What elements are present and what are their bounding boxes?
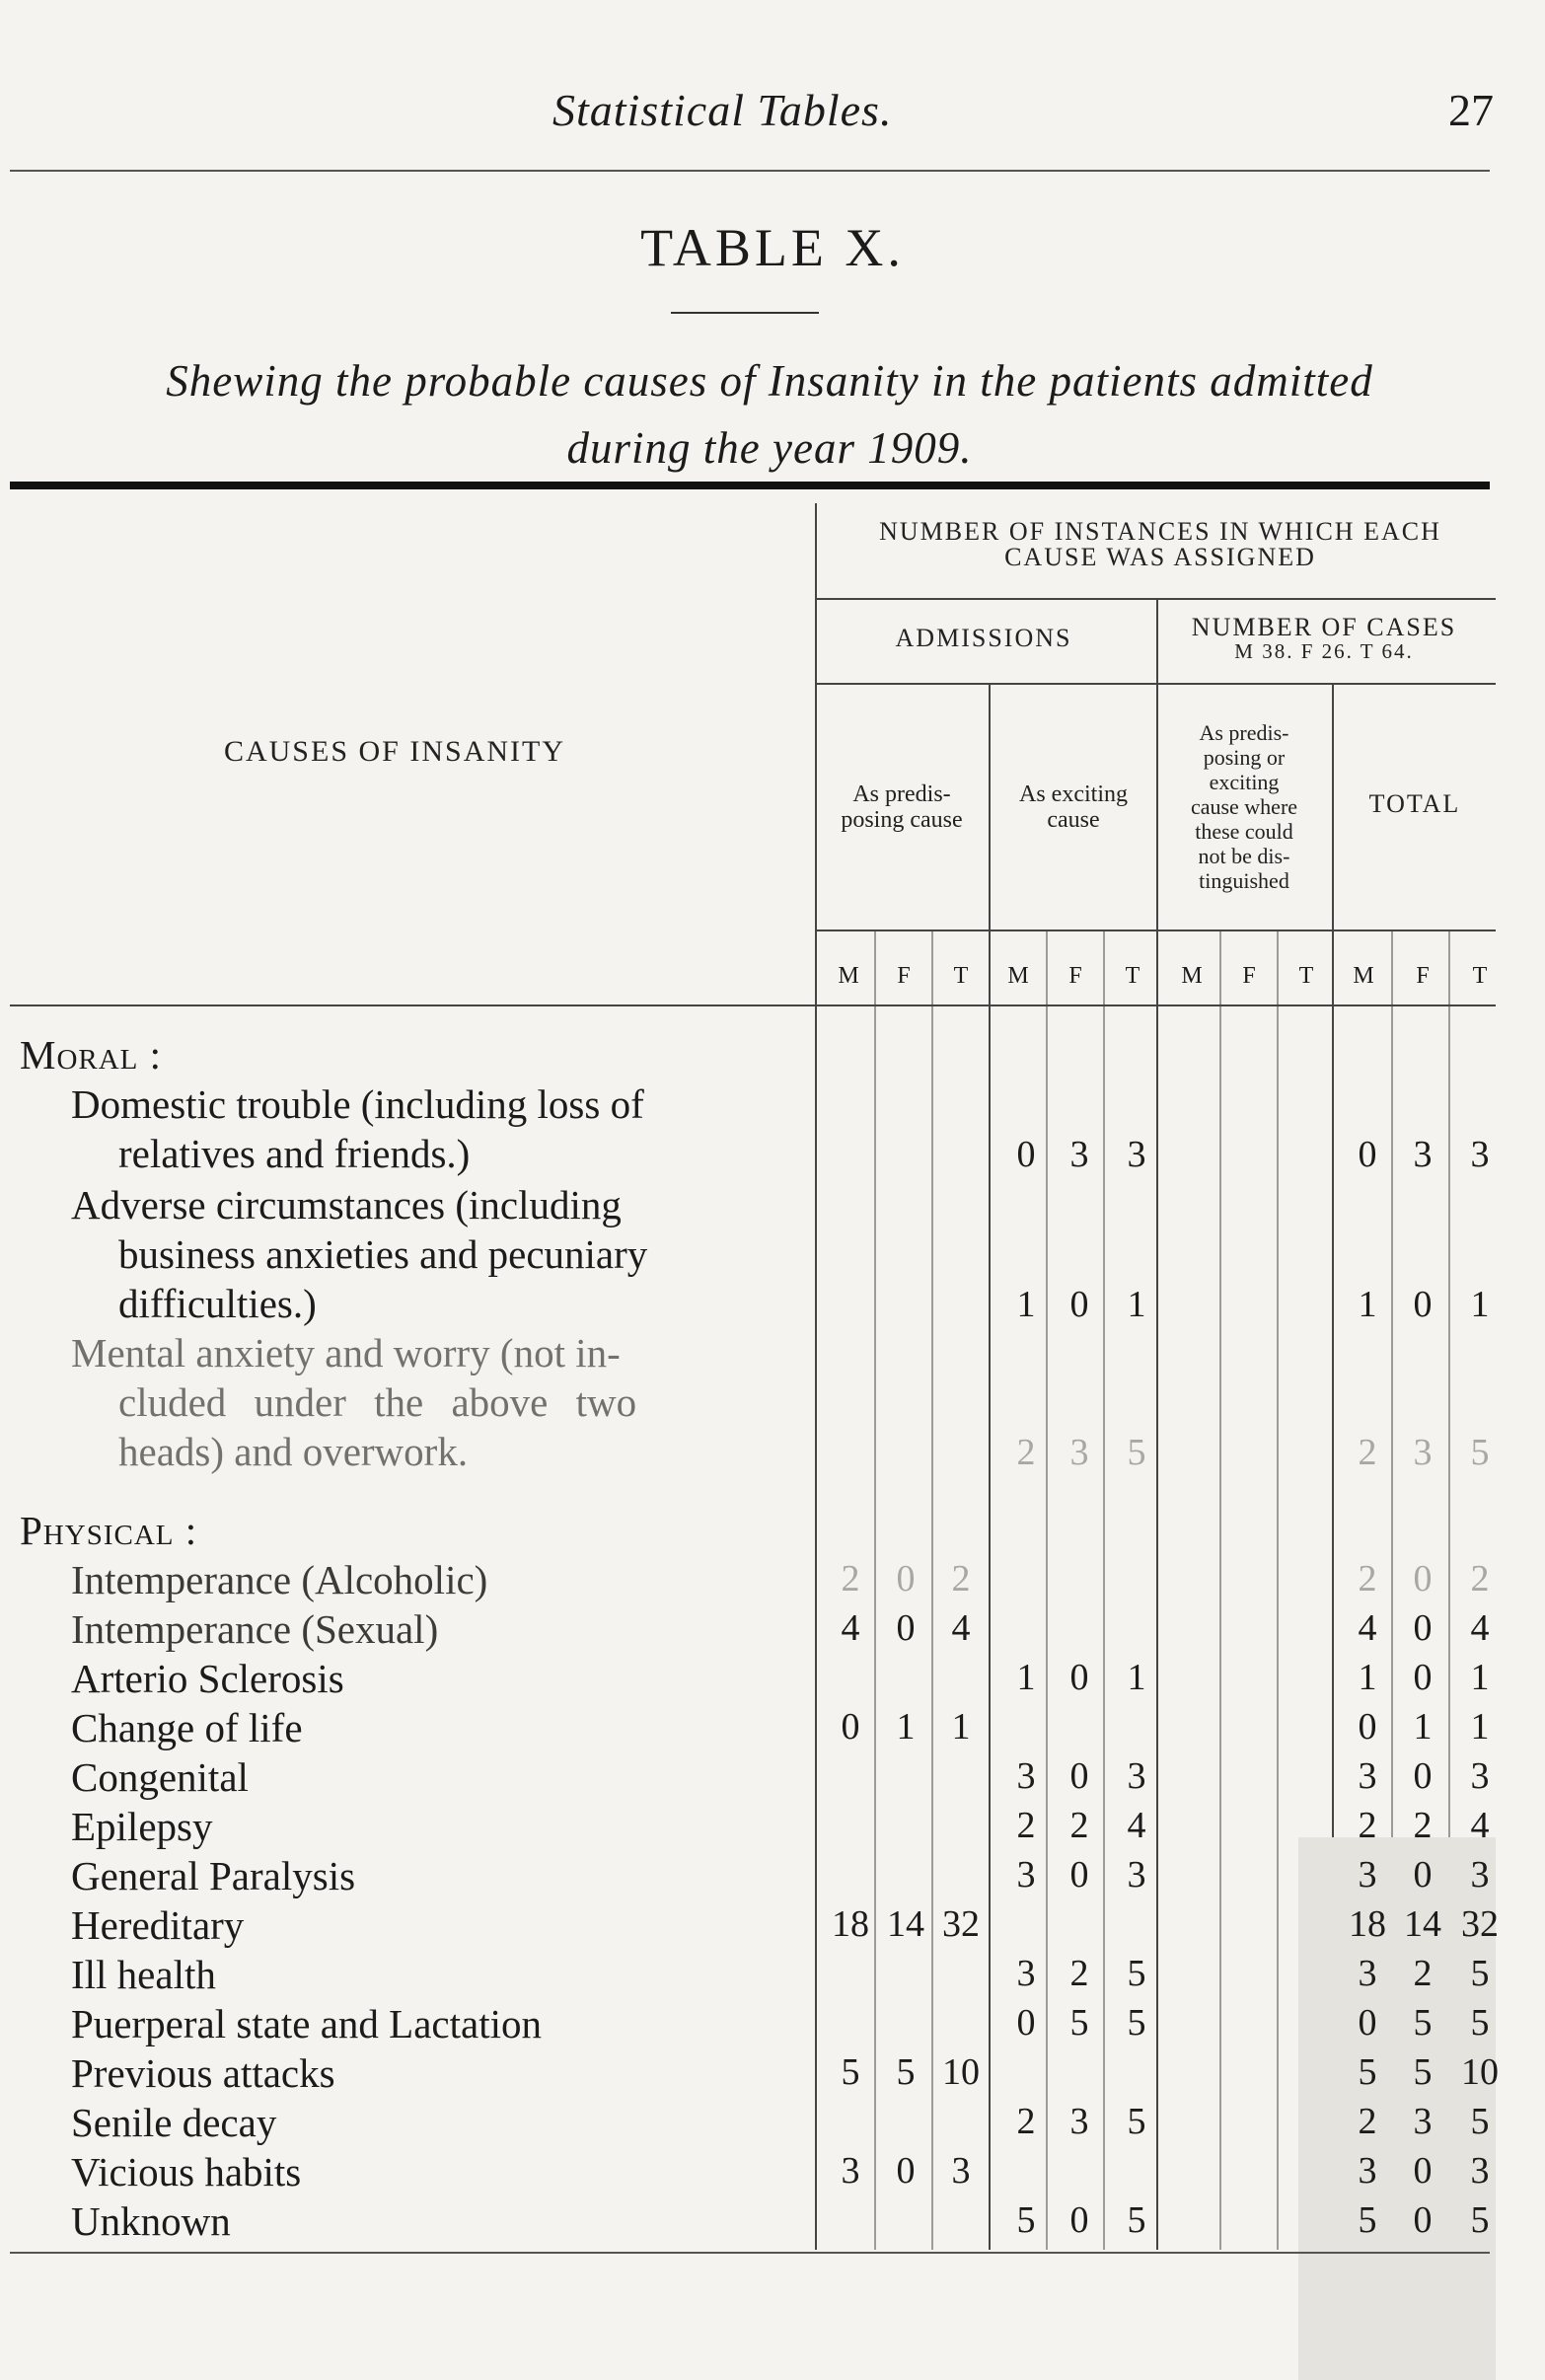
cause-label: Unknown bbox=[71, 2198, 231, 2244]
column-header-causes: CAUSES OF INSANITY bbox=[223, 735, 566, 768]
predisposing-t: 10 bbox=[942, 2051, 980, 2093]
subheader-total: TOTAL bbox=[1368, 789, 1461, 818]
total-m: 5 bbox=[1358, 2199, 1377, 2241]
mft-label: M bbox=[1181, 963, 1203, 989]
predisposing-t: 2 bbox=[951, 1558, 971, 1599]
predisposing-m: 5 bbox=[841, 2051, 860, 2093]
cause-label: Vicious habits bbox=[71, 2149, 302, 2194]
predisposing-f: 14 bbox=[887, 1903, 924, 1945]
exciting-m: 5 bbox=[1016, 2199, 1036, 2241]
predisposing-m: 3 bbox=[841, 2150, 860, 2192]
subheader-exciting bbox=[991, 781, 1156, 833]
total-m: 18 bbox=[1349, 1903, 1386, 1945]
total-t: 3 bbox=[1470, 2150, 1490, 2192]
exciting-m: 3 bbox=[1016, 1854, 1036, 1896]
cause-label: Ill health bbox=[71, 1952, 216, 1997]
sub-either-line-2: posing or bbox=[1203, 745, 1286, 770]
exciting-t: 1 bbox=[1127, 1657, 1146, 1698]
cause-label-line: relatives and friends.) bbox=[118, 1131, 471, 1176]
total-t: 10 bbox=[1461, 2051, 1499, 2093]
exciting-t: 3 bbox=[1127, 1854, 1146, 1896]
total-t: 5 bbox=[1470, 2002, 1490, 2044]
exciting-f: 2 bbox=[1069, 1805, 1089, 1846]
subheader-either bbox=[1156, 720, 1332, 893]
total-t: 4 bbox=[1470, 1805, 1490, 1846]
total-f: 0 bbox=[1413, 2199, 1433, 2241]
instances-line-2: CAUSE WAS ASSIGNED bbox=[1004, 543, 1316, 571]
running-head bbox=[0, 84, 1545, 143]
total-f: 5 bbox=[1413, 2051, 1433, 2093]
mft-label: F bbox=[1068, 963, 1082, 989]
cause-label: Senile decay bbox=[71, 2100, 277, 2145]
total-t: 32 bbox=[1461, 1903, 1499, 1945]
subheader-predisposing bbox=[815, 781, 989, 833]
total-m: 4 bbox=[1358, 1607, 1377, 1649]
sub-either-line-4: cause where bbox=[1190, 794, 1298, 819]
header-rule bbox=[815, 930, 1496, 931]
header-rule bbox=[815, 598, 1496, 600]
predisposing-m: 18 bbox=[832, 1903, 869, 1945]
mft-label: M bbox=[1007, 963, 1029, 989]
exciting-m: 0 bbox=[1016, 1134, 1036, 1175]
total-t: 3 bbox=[1470, 1755, 1490, 1797]
total-f: 0 bbox=[1413, 2150, 1433, 2192]
exciting-f: 3 bbox=[1069, 2101, 1089, 2142]
mft-label: F bbox=[897, 963, 911, 989]
predisposing-f: 5 bbox=[896, 2051, 916, 2093]
predisposing-f: 0 bbox=[896, 1558, 916, 1599]
cause-label: Hereditary bbox=[71, 1902, 245, 1948]
exciting-m: 0 bbox=[1016, 2002, 1036, 2044]
predisposing-m: 0 bbox=[841, 1706, 860, 1748]
cause-label: Puerperal state and Lactation bbox=[71, 2001, 542, 2046]
total-t: 3 bbox=[1470, 1134, 1490, 1175]
total-t: 4 bbox=[1470, 1607, 1490, 1649]
exciting-t: 5 bbox=[1127, 2101, 1146, 2142]
exciting-t: 3 bbox=[1127, 1755, 1146, 1797]
exciting-f: 2 bbox=[1069, 1953, 1089, 1994]
table-title: TABLE X. bbox=[640, 218, 905, 277]
cause-label-line: difficulties.) bbox=[118, 1281, 317, 1326]
total-f: 0 bbox=[1413, 1657, 1433, 1698]
predisposing-t: 4 bbox=[951, 1607, 971, 1649]
cause-label: Intemperance (Sexual) bbox=[71, 1606, 439, 1652]
column-rule bbox=[1219, 930, 1221, 2250]
cause-label: General Paralysis bbox=[71, 1853, 356, 1898]
total-t: 1 bbox=[1470, 1657, 1490, 1698]
cause-label-line: Domestic trouble (including loss of bbox=[71, 1081, 644, 1127]
total-t: 5 bbox=[1470, 2199, 1490, 2241]
cause-label-line: business anxieties and pecuniary bbox=[118, 1231, 648, 1277]
predisposing-t: 1 bbox=[951, 1706, 971, 1748]
total-f: 14 bbox=[1404, 1903, 1441, 1945]
total-t: 1 bbox=[1470, 1706, 1490, 1748]
total-t: 1 bbox=[1470, 1284, 1490, 1325]
cases-line-1: NUMBER OF CASES bbox=[1191, 613, 1457, 641]
exciting-f: 0 bbox=[1069, 1657, 1089, 1698]
exciting-f: 5 bbox=[1069, 2002, 1089, 2044]
exciting-t: 5 bbox=[1127, 1432, 1146, 1473]
total-f: 0 bbox=[1413, 1854, 1433, 1896]
header-rule bbox=[815, 683, 1496, 685]
total-f: 0 bbox=[1413, 1558, 1433, 1599]
cause-label: Previous attacks bbox=[71, 2050, 335, 2096]
section-heading-physical: Physical : bbox=[20, 1508, 198, 1553]
exciting-t: 3 bbox=[1127, 1134, 1146, 1175]
cause-label-line: Adverse circumstances (including bbox=[71, 1182, 622, 1227]
title-rule bbox=[671, 312, 819, 314]
column-rule bbox=[989, 683, 991, 2250]
cause-label: Arterio Sclerosis bbox=[71, 1656, 344, 1701]
total-m: 0 bbox=[1358, 2002, 1377, 2044]
table-top-rule bbox=[10, 482, 1490, 489]
exciting-m: 2 bbox=[1016, 1432, 1036, 1473]
predisposing-f: 0 bbox=[896, 2150, 916, 2192]
exciting-f: 3 bbox=[1069, 1432, 1089, 1473]
sub-pred-line-1: As predis- bbox=[852, 781, 951, 807]
cause-label-line: Mental anxiety and worry (not in- bbox=[71, 1330, 621, 1376]
total-f: 0 bbox=[1413, 1284, 1433, 1325]
page-number: 27 bbox=[1448, 85, 1494, 135]
section-heading-moral: Moral : bbox=[20, 1032, 163, 1078]
total-f: 5 bbox=[1413, 2002, 1433, 2044]
sub-exc-line-1: As exciting bbox=[1019, 781, 1128, 807]
head-rule bbox=[10, 170, 1490, 172]
total-m: 0 bbox=[1358, 1134, 1377, 1175]
column-header-cases bbox=[1156, 613, 1492, 663]
column-rule bbox=[1103, 930, 1105, 2250]
mft-label: T bbox=[1298, 963, 1314, 989]
total-f: 2 bbox=[1413, 1805, 1433, 1846]
cause-label-line: cluded under the above two bbox=[118, 1379, 637, 1425]
total-f: 3 bbox=[1413, 1432, 1433, 1473]
total-t: 5 bbox=[1470, 2101, 1490, 2142]
sub-either-line-1: As predis- bbox=[1199, 720, 1289, 745]
exciting-m: 1 bbox=[1016, 1657, 1036, 1698]
cause-label: Congenital bbox=[71, 1754, 249, 1800]
mft-label: F bbox=[1242, 963, 1256, 989]
mft-label: M bbox=[1353, 963, 1374, 989]
sub-exc-line-2: cause bbox=[1047, 807, 1100, 833]
exciting-f: 0 bbox=[1069, 1755, 1089, 1797]
column-header-admissions: ADMISSIONS bbox=[895, 624, 1072, 652]
total-t: 2 bbox=[1470, 1558, 1490, 1599]
total-f: 0 bbox=[1413, 1607, 1433, 1649]
subtitle-line-2: during the year 1909. bbox=[566, 423, 973, 473]
total-t: 5 bbox=[1470, 1432, 1490, 1473]
exciting-t: 5 bbox=[1127, 2002, 1146, 2044]
total-m: 2 bbox=[1358, 1432, 1377, 1473]
total-m: 1 bbox=[1358, 1284, 1377, 1325]
sub-either-line-3: exciting bbox=[1209, 770, 1280, 794]
total-m: 3 bbox=[1358, 1755, 1377, 1797]
total-m: 3 bbox=[1358, 1854, 1377, 1896]
total-f: 3 bbox=[1413, 1134, 1433, 1175]
table-subtitle bbox=[39, 347, 1500, 482]
total-m: 0 bbox=[1358, 1706, 1377, 1748]
total-f: 3 bbox=[1413, 2101, 1433, 2142]
running-title: Statistical Tables. bbox=[552, 85, 893, 135]
mft-label: T bbox=[1472, 963, 1488, 989]
exciting-m: 1 bbox=[1016, 1284, 1036, 1325]
total-m: 1 bbox=[1358, 1657, 1377, 1698]
column-rule bbox=[1046, 930, 1048, 2250]
exciting-t: 5 bbox=[1127, 1953, 1146, 1994]
total-m: 3 bbox=[1358, 2150, 1377, 2192]
exciting-f: 0 bbox=[1069, 2199, 1089, 2241]
exciting-m: 2 bbox=[1016, 2101, 1036, 2142]
exciting-f: 0 bbox=[1069, 1854, 1089, 1896]
predisposing-m: 4 bbox=[841, 1607, 860, 1649]
total-f: 2 bbox=[1413, 1953, 1433, 1994]
column-rule bbox=[1277, 930, 1279, 2250]
table-bottom-rule bbox=[10, 2252, 1490, 2254]
mft-label: F bbox=[1416, 963, 1430, 989]
sub-either-line-5: these could bbox=[1195, 819, 1293, 844]
total-m: 2 bbox=[1358, 1558, 1377, 1599]
predisposing-t: 3 bbox=[951, 2150, 971, 2192]
exciting-t: 1 bbox=[1127, 1284, 1146, 1325]
column-rule bbox=[815, 503, 817, 2250]
cause-label: Epilepsy bbox=[71, 1804, 213, 1849]
cases-line-2: M 38. F 26. T 64. bbox=[1234, 639, 1414, 663]
column-header-instances bbox=[815, 519, 1506, 570]
total-t: 5 bbox=[1470, 1953, 1490, 1994]
exciting-f: 0 bbox=[1069, 1284, 1089, 1325]
exciting-t: 4 bbox=[1127, 1805, 1146, 1846]
exciting-f: 3 bbox=[1069, 1134, 1089, 1175]
predisposing-f: 0 bbox=[896, 1607, 916, 1649]
exciting-m: 3 bbox=[1016, 1953, 1036, 1994]
predisposing-t: 32 bbox=[942, 1903, 980, 1945]
sub-either-line-6: not be dis- bbox=[1198, 844, 1290, 868]
cause-label-line: heads) and overwork. bbox=[118, 1429, 469, 1474]
cause-label: Change of life bbox=[71, 1705, 303, 1750]
exciting-m: 3 bbox=[1016, 1755, 1036, 1797]
total-t: 3 bbox=[1470, 1854, 1490, 1896]
total-f: 1 bbox=[1413, 1706, 1433, 1748]
total-m: 2 bbox=[1358, 1805, 1377, 1846]
mft-label: M bbox=[838, 963, 859, 989]
total-m: 2 bbox=[1358, 2101, 1377, 2142]
total-m: 5 bbox=[1358, 2051, 1377, 2093]
total-f: 0 bbox=[1413, 1755, 1433, 1797]
mft-label: T bbox=[1125, 963, 1140, 989]
sub-pred-line-2: posing cause bbox=[841, 807, 963, 833]
predisposing-m: 2 bbox=[841, 1558, 860, 1599]
total-m: 3 bbox=[1358, 1953, 1377, 1994]
exciting-m: 2 bbox=[1016, 1805, 1036, 1846]
cause-label: Intemperance (Alcoholic) bbox=[71, 1557, 488, 1602]
sub-either-line-7: tinguished bbox=[1199, 868, 1289, 893]
predisposing-f: 1 bbox=[896, 1706, 916, 1748]
exciting-t: 5 bbox=[1127, 2199, 1146, 2241]
mft-label: T bbox=[953, 963, 969, 989]
subtitle-line-1: Shewing the probable causes of Insanity in the patients admitted bbox=[166, 356, 1373, 406]
header-rule bbox=[10, 1004, 1496, 1006]
instances-line-1: NUMBER OF INSTANCES IN WHICH EACH bbox=[879, 517, 1441, 546]
